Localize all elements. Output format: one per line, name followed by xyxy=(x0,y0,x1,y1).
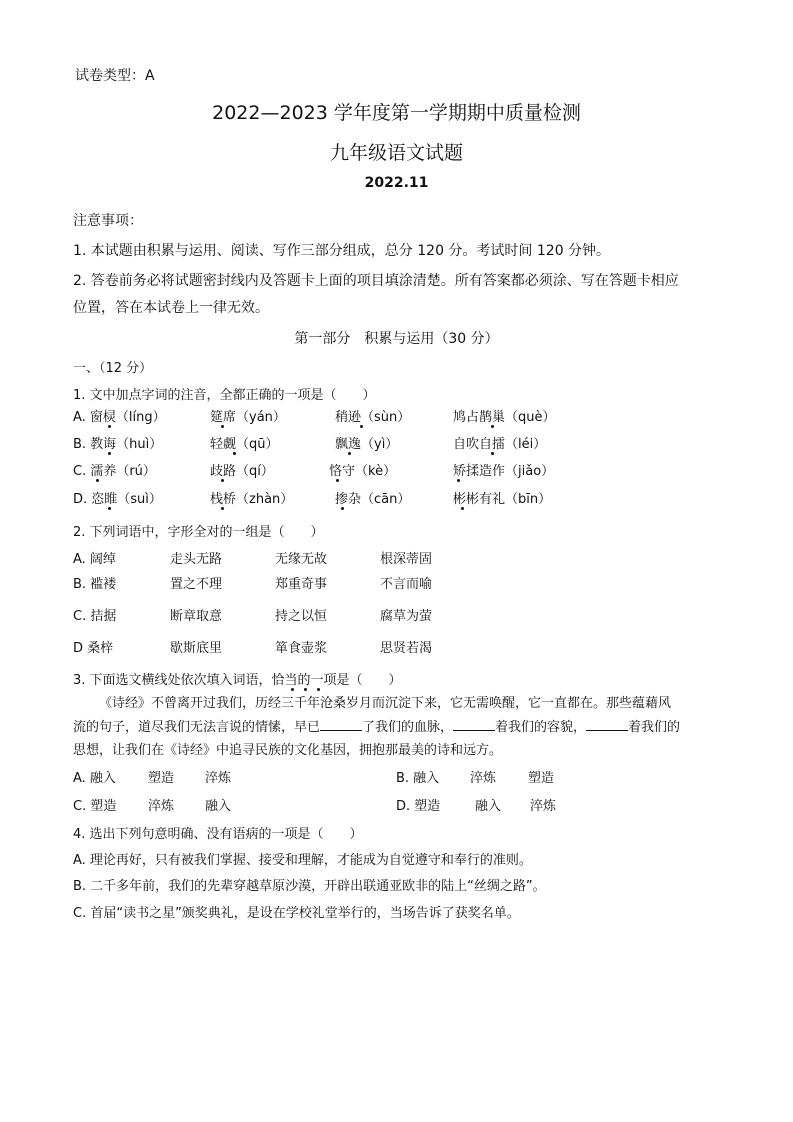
emphasis-dot xyxy=(491,425,494,428)
answer-blank xyxy=(586,718,628,731)
q3-b-3: 塑造 xyxy=(528,771,555,786)
q3-a-1: A. 融入 xyxy=(73,771,116,786)
q1-c-3: 恪守（kè） xyxy=(329,464,397,479)
q1-stem: 1. 文中加点字词的注音，全都正确的一项是（ ） xyxy=(73,388,376,403)
q3-d-2: 融入 xyxy=(475,799,502,814)
q4-option-c: C. 首届“读书之星”颁奖典礼，是设在学校礼堂举行的，当场告诉了获奖名单。 xyxy=(73,906,520,921)
q3-b-2: 淬炼 xyxy=(470,771,497,786)
part-1-title: 第一部分 积累与运用（30 分） xyxy=(294,331,499,347)
emphasis-dot xyxy=(108,452,111,455)
q4-stem: 4. 选出下列句意明确、没有语病的一项是（ ） xyxy=(73,827,363,842)
emphasis-dot xyxy=(221,425,224,428)
q3-passage-line-1: 《诗经》不曾离开过我们，历经三千年沧桑岁月而沉淀下来，它无需唤醒，它一直都在。那些蕴藉风 xyxy=(99,696,672,711)
q1-d-2: 栈桥（zhàn） xyxy=(210,492,294,507)
emphasis-dot xyxy=(341,507,344,510)
emphasis-dot xyxy=(221,507,224,510)
q2-c-4: 腐草为萤 xyxy=(380,609,433,624)
q2-d-1: D 桑梓 xyxy=(73,641,114,656)
q2-stem: 2. 下列词语中，字形全对的一组是（ ） xyxy=(73,525,324,540)
q2-a-3: 无缘无故 xyxy=(275,552,328,567)
emphasis-dot xyxy=(457,479,460,482)
q1-b-3: 飘逸（yì） xyxy=(335,437,399,452)
q2-d-4: 思贤若渴 xyxy=(380,641,433,656)
q2-a-4: 根深蒂固 xyxy=(380,552,433,567)
q2-c-1: C. 拮据 xyxy=(73,609,117,624)
emphasis-dot xyxy=(233,452,236,455)
q3-c-2: 淬炼 xyxy=(148,799,175,814)
q2-b-3: 郑重奇事 xyxy=(275,577,328,592)
q3-c-1: C. 塑造 xyxy=(73,799,117,814)
notice-item-2-line-2: 位置，答在本试卷上一律无效。 xyxy=(73,300,269,316)
q3-a-3: 淬炼 xyxy=(205,771,232,786)
emphasis-dot xyxy=(461,507,464,510)
emphasis-dot xyxy=(336,479,339,482)
exam-title: 2022—2023 学年度第一学期期中质量检测 xyxy=(212,102,581,124)
q1-b-1: B. 教诲（huì） xyxy=(73,437,163,452)
q1-a-4: 鸠占鹊巢（què） xyxy=(453,410,556,425)
q3-passage-2b: 了我们的血脉， xyxy=(362,720,454,735)
q3-passage-line-3: 思想，让我们在《诗经》中追寻民族的文化基因，拥抱那最美的诗和远方。 xyxy=(73,743,503,758)
emphasis-dot xyxy=(348,452,351,455)
exam-subtitle: 九年级语文试题 xyxy=(329,142,463,164)
notice-heading: 注意事项： xyxy=(73,213,143,229)
q1-b-2: 轻觑（qū） xyxy=(210,437,279,452)
q3-b-1: B. 融入 xyxy=(396,771,440,786)
q4-option-a: A. 理论再好，只有被我们掌握、接受和理解，才能成为自觉遵守和奉行的准则。 xyxy=(73,853,532,868)
q3-passage-line-2 xyxy=(73,716,723,739)
q3-c-3: 融入 xyxy=(205,799,232,814)
emphasis-dot xyxy=(108,507,111,510)
q2-c-2: 断章取意 xyxy=(170,609,223,624)
q2-b-4: 不言而喻 xyxy=(380,577,433,592)
emphasis-dot xyxy=(221,479,224,482)
q2-c-3: 持之以恒 xyxy=(275,609,328,624)
q2-d-3: 箪食壶浆 xyxy=(275,641,328,656)
emphasis-dot xyxy=(96,479,99,482)
q1-a-2: 筵席（yán） xyxy=(210,410,286,425)
q3-stem: 3. 下面选文横线处依次填入词语，恰当的一项是（ ） xyxy=(73,673,402,688)
q1-c-2: 歧路（qí） xyxy=(210,464,274,479)
emphasis-dot xyxy=(360,425,363,428)
exam-type-label: 试卷类型：A xyxy=(75,68,155,84)
q1-d-1: D. 恣睢（suì） xyxy=(73,492,162,507)
answer-blank xyxy=(320,718,362,731)
q3-d-1: D. 塑造 xyxy=(396,799,441,814)
notice-item-2-line-1: 2. 答卷前务必将试题密封线内及答题卡上面的项目填涂清楚。所有答案都必须涂、写在答题卡相应 xyxy=(73,273,679,289)
q1-c-1: C. 濡养（rú） xyxy=(73,464,156,479)
emphasis-dot xyxy=(108,425,111,428)
q1-d-4: 彬彬有礼（bīn） xyxy=(453,492,552,507)
emphasis-dot xyxy=(291,688,294,691)
emphasis-dot xyxy=(491,452,494,455)
q3-a-2: 塑造 xyxy=(148,771,175,786)
q3-passage-2d: 着我们的 xyxy=(628,720,681,735)
q2-b-1: B. 褴褛 xyxy=(73,577,117,592)
exam-date: 2022.11 xyxy=(364,175,429,191)
section-1-heading: 一、（12 分） xyxy=(73,361,153,376)
q4-option-b: B. 二千多年前，我们的先辈穿越草原沙漠，开辟出联通亚欧非的陆上“丝绸之路”。 xyxy=(73,879,546,894)
q2-a-1: A. 阔绰 xyxy=(73,552,116,567)
q2-d-2: 歇斯底里 xyxy=(170,641,223,656)
q3-d-3: 淬炼 xyxy=(530,799,557,814)
notice-item-1: 1. 本试题由积累与运用、阅读、写作三部分组成，总分 120 分。考试时间 120 分钟。 xyxy=(73,243,611,259)
emphasis-dot xyxy=(317,688,320,691)
q1-d-3: 掺杂（cān） xyxy=(335,492,411,507)
q2-b-2: 置之不理 xyxy=(170,577,223,592)
q1-b-4: 自吹自擂（léi） xyxy=(453,437,547,452)
q3-passage-2c: 着我们的容貌， xyxy=(495,720,587,735)
q1-a-3: 稍逊（sùn） xyxy=(335,410,411,425)
q2-a-2: 走头无路 xyxy=(170,552,223,567)
answer-blank xyxy=(453,718,495,731)
emphasis-dot xyxy=(304,688,307,691)
q1-a-1: A. 窗棂（líng） xyxy=(73,410,166,425)
q1-c-4: 矫揉造作（jiǎo） xyxy=(453,464,555,479)
q3-passage-2a: 流的句子，道尽我们无法言说的情愫，早已 xyxy=(73,720,321,735)
